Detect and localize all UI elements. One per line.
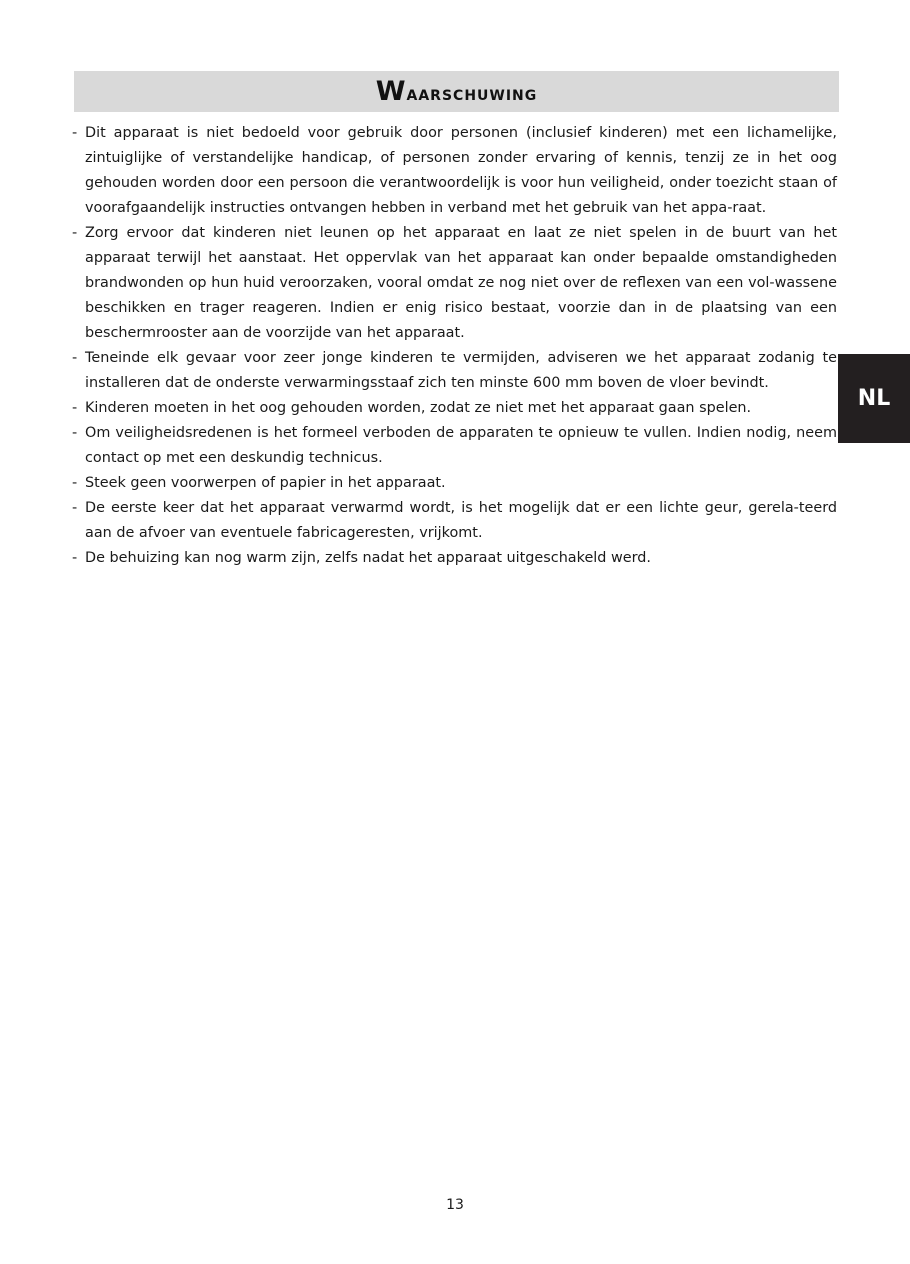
warning-text: Teneinde elk gevaar voor zeer jonge kinderen te vermijden, adviseren we het apparaat zodanig te installeren dat de onderste verwarmingsstaaf zich ten minste 600 mm boven de vloer bevindt.	[85, 350, 837, 391]
language-label: NL	[857, 386, 891, 411]
warning-text: Kinderen moeten in het oog gehouden worden, zodat ze niet met het apparaat gaan spelen.	[85, 400, 752, 416]
warning-item: - De behuizing kan nog warm zijn, zelfs nadat het apparaat uitgeschakeld werd.	[72, 550, 652, 566]
language-tab	[838, 354, 910, 443]
section-header	[74, 71, 839, 112]
warning-text: Steek geen voorwerpen of papier in het apparaat.	[85, 475, 446, 491]
warning-list	[72, 121, 837, 571]
warning-item: - Zorg ervoor dat kinderen niet leunen op het apparaat en laat ze niet spelen in de buurt van het apparaat terwijl het aanstaat. Het oppervlak van het apparaat kan onder bepaalde omstandigheden brandwonden op hun huid veroorzaken, vooral omdat ze nog niet over de reflexen van een vol-wassene beschikken en trager reageren. Indien er enig risico bestaat, voorzie dan in de plaatsing van een beschermrooster aan de voorzijde van het apparaat.	[72, 225, 837, 341]
warning-text: Dit apparaat is niet bedoeld voor gebruik door personen (inclusief kinderen) met een lichamelijke, zintuiglijke of verstandelijke handicap, of personen zonder ervaring of kennis, tenzij ze in het oog gehouden worden door een persoon die verantwoordelijk is voor hun veiligheid, onder toezicht staan of voorafgaandelijk instructies ontvangen hebben in verband met het gebruik van het appa-raat.	[85, 125, 837, 216]
warning-text: Om veiligheidsredenen is het formeel verboden de apparaten te opnieuw te vullen. Indien nodig, neem contact op met een deskundig technicus.	[85, 425, 837, 466]
warning-item: - De eerste keer dat het apparaat verwarmd wordt, is het mogelijk dat er een lichte geur, gerela-teerd aan de afvoer van eventuele fabricageresten, vrijkomt.	[72, 500, 837, 541]
warning-text: De eerste keer dat het apparaat verwarmd wordt, is het mogelijk dat er een lichte geur, gerela-teerd aan de afvoer van eventuele fabricageresten, vrijkomt.	[85, 500, 837, 541]
section-title: Waarschuwing	[375, 76, 538, 107]
warning-item: - Kinderen moeten in het oog gehouden worden, zodat ze niet met het apparaat gaan spelen.	[72, 400, 752, 416]
warning-item: - Steek geen voorwerpen of papier in het apparaat.	[72, 475, 446, 491]
page-number: 13	[446, 1197, 464, 1213]
warning-text: De behuizing kan nog warm zijn, zelfs nadat het apparaat uitgeschakeld werd.	[85, 550, 652, 566]
warning-item: - Teneinde elk gevaar voor zeer jonge kinderen te vermijden, adviseren we het apparaat zodanig te installeren dat de onderste verwarmingsstaaf zich ten minste 600 mm boven de vloer bevindt.	[72, 350, 837, 391]
warning-text: Zorg ervoor dat kinderen niet leunen op het apparaat en laat ze niet spelen in de buurt van het apparaat terwijl het aanstaat. Het oppervlak van het apparaat kan onder bepaalde omstandigheden brandwonden op hun huid veroorzaken, vooral omdat ze nog niet over de reflexen van een vol-wassene beschikken en trager reageren. Indien er enig risico bestaat, voorzie dan in de plaatsing van een beschermrooster aan de voorzijde van het apparaat.	[85, 225, 837, 341]
warning-item: - Dit apparaat is niet bedoeld voor gebruik door personen (inclusief kinderen) met een lichamelijke, zintuiglijke of verstandelijke handicap, of personen zonder ervaring of kennis, tenzij ze in het oog gehouden worden door een persoon die verantwoordelijk is voor hun veiligheid, onder toezicht staan of voorafgaandelijk instructies ontvangen hebben in verband met het gebruik van het appa-raat.	[72, 125, 837, 216]
warning-item: - Om veiligheidsredenen is het formeel verboden de apparaten te opnieuw te vullen. Indien nodig, neem contact op met een deskundig technicus.	[72, 425, 837, 466]
